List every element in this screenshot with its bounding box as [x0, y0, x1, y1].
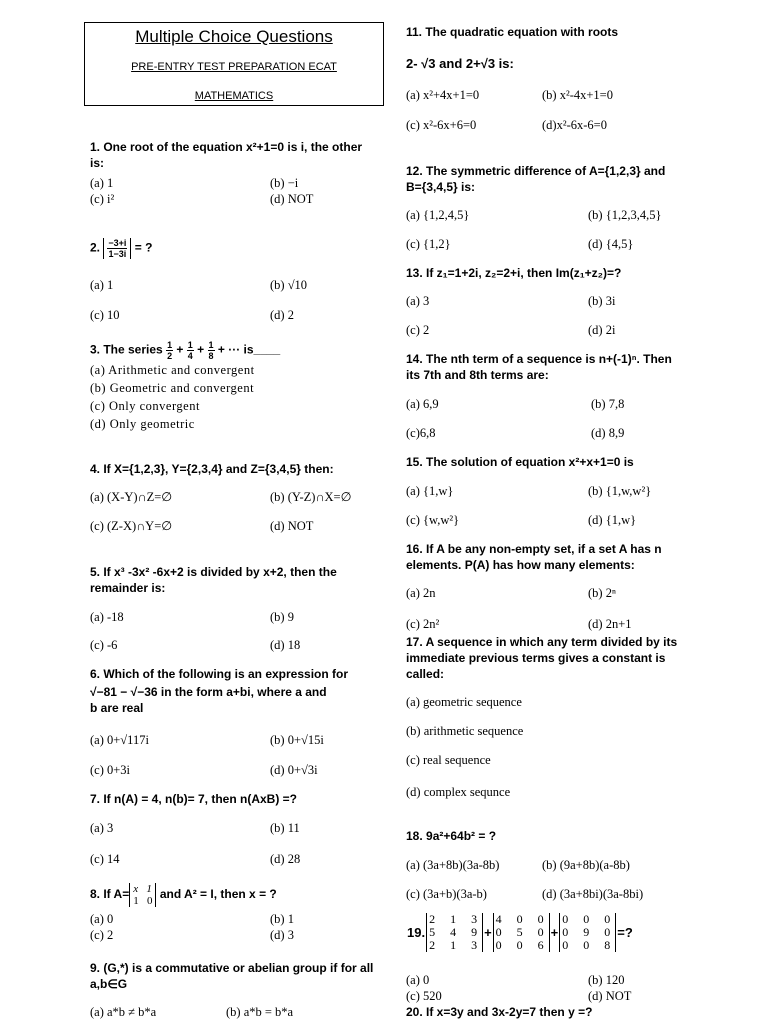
- question-15-option-d[interactable]: (d) {1,w}: [588, 513, 637, 527]
- question-8-option-c[interactable]: (c) 2: [90, 928, 114, 942]
- question-3-tail: + ··· is____: [217, 342, 281, 357]
- header-box: [84, 22, 384, 106]
- question-3-lead: 3. The series: [90, 342, 163, 357]
- question-5-option-a[interactable]: (a) -18: [90, 610, 124, 624]
- question-17-option-b[interactable]: (b) arithmetic sequence: [406, 724, 524, 738]
- question-9-option-a[interactable]: (a) a*b ≠ b*a: [90, 1005, 157, 1019]
- question-6-option-c[interactable]: (c) 0+3i: [90, 763, 131, 777]
- question-1-option-d[interactable]: (d) NOT: [270, 192, 314, 206]
- question-5-stem: 5. If x³ -3x² -6x+2 is divided by x+2, then the remainder is:: [90, 565, 337, 595]
- question-18-option-d[interactable]: (d) (3a+8bi)(3a-8bi): [542, 887, 644, 901]
- question-13-stem: 13. If z₁=1+2i, z₂=2+i, then Im(z₁+z₂)=?: [406, 266, 622, 280]
- question-3-plus-1: +: [176, 342, 184, 357]
- question-16-option-d[interactable]: (d) 2n+1: [588, 617, 632, 631]
- question-7-option-c[interactable]: (c) 14: [90, 852, 120, 866]
- question-8-stem: [90, 883, 277, 907]
- question-15-stem: 15. The solution of equation x²+x+1=0 is: [406, 455, 634, 469]
- question-3-option-c[interactable]: (c) Only convergent: [90, 399, 200, 413]
- question-19-option-d[interactable]: (d) NOT: [588, 989, 632, 1003]
- question-2-option-a[interactable]: (a) 1: [90, 278, 114, 292]
- question-3-option-d[interactable]: (d) Only geometric: [90, 417, 195, 431]
- question-5-option-b[interactable]: (b) 9: [270, 610, 294, 624]
- question-3-frac2-den: 4: [187, 351, 193, 361]
- question-7-option-a[interactable]: (a) 3: [90, 821, 114, 835]
- question-6-option-b[interactable]: (b) 0+√15i: [270, 733, 324, 747]
- question-8-option-d[interactable]: (d) 3: [270, 928, 294, 942]
- question-1-option-b[interactable]: (b) −i: [270, 176, 299, 190]
- question-16-stem: 16. If A be any non-empty set, if a set A has n elements. P(A) has how many elements:: [406, 542, 662, 572]
- question-18-option-a[interactable]: (a) (3a+8b)(3a-8b): [406, 858, 500, 872]
- question-12-option-a[interactable]: (a) {1,2,4,5}: [406, 208, 470, 222]
- question-5-option-d[interactable]: (d) 18: [270, 638, 301, 652]
- question-17-option-a[interactable]: (a) geometric sequence: [406, 695, 522, 709]
- question-9-option-b[interactable]: (b) a*b = b*a: [226, 1005, 294, 1019]
- document-subject: MATHEMATICS: [194, 90, 274, 102]
- question-4-option-d[interactable]: (d) NOT: [270, 519, 314, 533]
- document-title: Multiple Choice Questions: [135, 27, 333, 46]
- question-19-stem: 19. 2 1 3 5 4 9 2 1 3 + 4 0 0 0 5 0 0 0 6 + 0 0 0 0 9 0 0 0 8 =?: [407, 912, 633, 952]
- question-19-matrix-1: 2 1 3 5 4 9 2 1 3: [426, 913, 483, 952]
- question-3-option-b[interactable]: (b) Geometric and convergent: [90, 381, 255, 395]
- question-3-frac3-num: 1: [208, 340, 214, 350]
- question-3-stem: [90, 340, 280, 361]
- question-11-option-c[interactable]: (c) x²-6x+6=0: [406, 118, 477, 132]
- question-2-denominator: 1−3i: [108, 249, 127, 259]
- question-19-lead: 19.: [407, 924, 426, 940]
- question-15-option-c[interactable]: (c) {w,w²}: [406, 513, 460, 527]
- question-19-option-b[interactable]: (b) 120: [588, 973, 625, 987]
- question-3-frac2-num: 1: [187, 340, 193, 350]
- question-9-stem: 9. (G,*) is a commutative or abelian group if for all a,b∈G: [90, 961, 374, 991]
- question-6-line-1: 6. Which of the following is an expression for: [90, 667, 349, 681]
- question-2-option-b[interactable]: (b) √10: [270, 278, 308, 292]
- question-3-frac1-num: 1: [167, 340, 173, 350]
- question-17-option-c[interactable]: (c) real sequence: [406, 753, 491, 767]
- question-16-option-b[interactable]: (b) 2ⁿ: [588, 586, 616, 600]
- question-4-option-a[interactable]: (a) (X-Y)∩Z=∅: [90, 490, 173, 504]
- question-18-option-c[interactable]: (c) (3a+b)(3a-b): [406, 887, 487, 901]
- question-2-stem: [90, 238, 152, 259]
- question-7-stem: 7. If n(A) = 4, n(b)= 7, then n(AxB) =?: [90, 792, 298, 806]
- question-6-line-3: b are real: [90, 701, 144, 715]
- question-16-option-c[interactable]: (c) 2n²: [406, 617, 440, 631]
- question-3-option-a[interactable]: (a) Arithmetic and convergent: [90, 363, 255, 377]
- question-13-option-c[interactable]: (c) 2: [406, 323, 430, 337]
- question-11-option-d[interactable]: (d)x²-6x-6=0: [542, 118, 607, 132]
- question-19-matrix-3: 0 0 0 0 9 0 0 0 8: [559, 913, 616, 952]
- question-3-frac1-den: 2: [167, 351, 173, 361]
- question-14-option-d[interactable]: (d) 8,9: [591, 426, 625, 440]
- question-7-option-d[interactable]: (d) 28: [270, 852, 301, 866]
- question-4-option-b[interactable]: (b) (Y-Z)∩X=∅: [270, 490, 352, 504]
- question-14-stem: 14. The nth term of a sequence is n+(-1)ⁿ. Then its 7th and 8th terms are:: [406, 352, 672, 382]
- question-1-option-c[interactable]: (c) i²: [90, 192, 115, 206]
- question-12-stem: 12. The symmetric difference of A={1,2,3} and B={3,4,5} is:: [406, 164, 666, 194]
- question-14-option-c[interactable]: (c)6,8: [406, 426, 436, 440]
- question-15-option-b[interactable]: (b) {1,w,w²}: [588, 484, 652, 498]
- question-18-option-b[interactable]: (b) (9a+8b)(a-8b): [542, 858, 630, 872]
- question-2-numerator: −3+i: [108, 238, 127, 248]
- question-11-line-2: 2- √3 and 2+√3 is:: [406, 56, 514, 71]
- question-11-option-a[interactable]: (a) x²+4x+1=0: [406, 88, 480, 102]
- question-18-stem: 18. 9a²+64b² = ?: [406, 829, 497, 843]
- question-3-plus-2: +: [197, 342, 205, 357]
- question-19-matrix-2: 4 0 0 0 5 0 0 0 6: [493, 913, 550, 952]
- question-7-option-b[interactable]: (b) 11: [270, 821, 300, 835]
- question-1-option-a[interactable]: (a) 1: [90, 176, 114, 190]
- question-2-tail: = ?: [134, 240, 153, 255]
- document-subtitle: PRE-ENTRY TEST PREPARATION ECAT: [131, 61, 337, 73]
- question-8-matrix-row-2: 1 0: [133, 895, 153, 907]
- question-8-lead: 8. If A=: [90, 887, 130, 902]
- question-3-frac3-den: 8: [208, 351, 214, 361]
- question-19-tail: =?: [617, 924, 633, 940]
- question-15-option-a[interactable]: (a) {1,w}: [406, 484, 454, 498]
- question-6-option-d[interactable]: (d) 0+√3i: [270, 763, 318, 777]
- question-2-lead: 2.: [90, 240, 101, 255]
- question-8-matrix-row-1: x 1: [133, 883, 152, 895]
- question-6-option-a[interactable]: (a) 0+√117i: [90, 733, 149, 747]
- question-2-option-d[interactable]: (d) 2: [270, 308, 294, 322]
- question-19-option-a[interactable]: (a) 0: [406, 973, 430, 987]
- question-8-option-a[interactable]: (a) 0: [90, 912, 114, 926]
- question-8-option-b[interactable]: (b) 1: [270, 912, 294, 926]
- question-14-option-b[interactable]: (b) 7,8: [591, 397, 625, 411]
- question-11-option-b[interactable]: (b) x²-4x+1=0: [542, 88, 613, 102]
- question-6-line-2: √−81 − √−36 in the form a+bi, where a and: [90, 685, 327, 699]
- question-16-option-a[interactable]: (a) 2n: [406, 586, 436, 600]
- question-11-line-1: 11. The quadratic equation with roots: [406, 25, 619, 39]
- question-5-option-c[interactable]: (c) -6: [90, 638, 118, 652]
- question-20-stem: 20. If x=3y and 3x-2y=7 then y =?: [406, 1005, 593, 1019]
- question-1-stem: 1. One root of the equation x²+1=0 is i, the other is:: [90, 140, 363, 170]
- question-2-fraction: [107, 238, 127, 259]
- question-4-option-c[interactable]: (c) (Z-X)∩Y=∅: [90, 519, 173, 533]
- question-17-stem: 17. A sequence in which any term divided by its immediate previous terms gives a constant is called:: [406, 635, 678, 681]
- question-12-option-d[interactable]: (d) {4,5}: [588, 237, 634, 251]
- question-14-option-a[interactable]: (a) 6,9: [406, 397, 439, 411]
- question-12-option-c[interactable]: (c) {1,2}: [406, 237, 451, 251]
- question-2-option-c[interactable]: (c) 10: [90, 308, 120, 322]
- question-19-option-c[interactable]: (c) 520: [406, 989, 442, 1003]
- question-13-option-a[interactable]: (a) 3: [406, 294, 430, 308]
- question-13-option-b[interactable]: (b) 3i: [588, 294, 616, 308]
- question-4-stem: 4. If X={1,2,3}, Y={2,3,4} and Z={3,4,5} then:: [90, 462, 334, 476]
- question-8-tail: and A² = I, then x = ?: [159, 887, 277, 902]
- question-13-option-d[interactable]: (d) 2i: [588, 323, 616, 337]
- question-12-option-b[interactable]: (b) {1,2,3,4,5}: [588, 208, 662, 222]
- question-17-option-d[interactable]: (d) complex sequnce: [406, 785, 511, 799]
